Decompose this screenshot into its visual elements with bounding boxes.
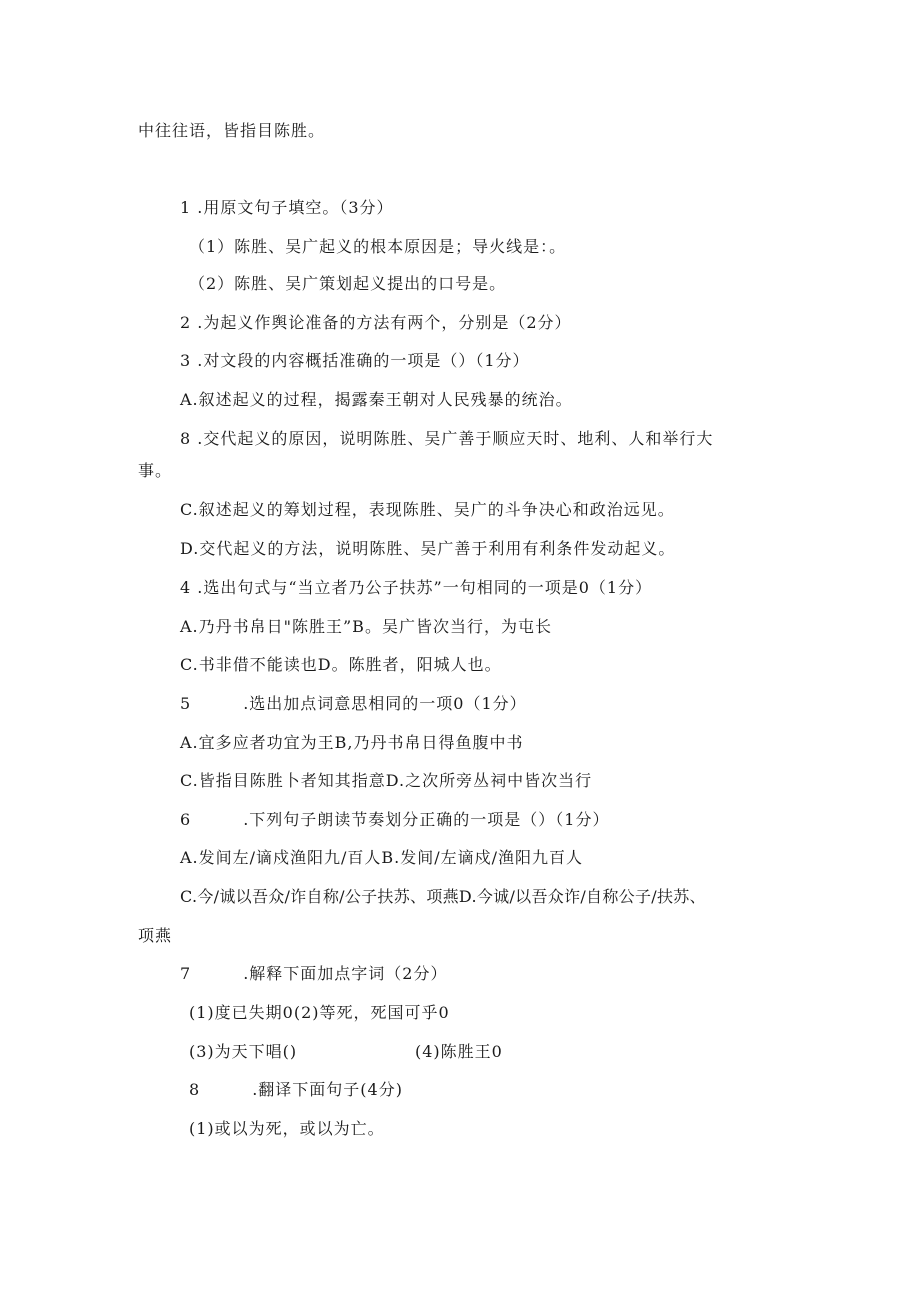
question-7-number: 7	[180, 964, 192, 983]
question-6-options-ab: A.发间左/谪戍渔阳九/百人B.发间/左谪戍/渔阳九百人	[180, 848, 584, 867]
question-2-number: 2	[180, 313, 192, 332]
question-5-text: .选出加点词意思相同的一项0（1分）	[243, 694, 527, 713]
question-5-options-ab: A.宜多应者功宜为王B,乃丹书帛日得鱼腹中书	[180, 733, 524, 752]
question-6-text: .下列句子朗读节奏划分正确的一项是（）（1分）	[243, 810, 610, 829]
question-6-options-cd: C.今/诚以吾众/诈自称/公子扶苏、项燕D.今诚/以吾众诈/自称公子/扶苏、	[180, 887, 706, 906]
intro-line: 中往往语，皆指目陈胜。	[138, 121, 326, 140]
question-7-text: .解释下面加点字词（2分）	[243, 964, 448, 983]
question-5	[180, 692, 527, 716]
question-3-option-b-continuation: 事。	[138, 461, 173, 480]
question-4	[180, 576, 652, 600]
question-8-sub-1: (1)或以为死，或以为亡。	[189, 1119, 385, 1138]
question-6	[180, 808, 609, 832]
question-3-option-b	[180, 427, 713, 451]
question-3	[180, 349, 530, 373]
question-6-options-cd-continuation: 项燕	[138, 926, 173, 945]
question-5-number: 5	[180, 694, 192, 713]
question-3-text: .对文段的内容概括准确的一项是（）（1分）	[197, 351, 530, 370]
question-1	[180, 196, 394, 220]
question-7-row-1: (1)度已失期0(2)等死，死国可乎0	[189, 1003, 450, 1022]
question-1-number: 1	[180, 198, 192, 217]
question-5-options-cd: C.皆指目陈胜卜者知其指意D.之次所旁丛祠中皆次当行	[180, 771, 593, 790]
question-6-number: 6	[180, 810, 192, 829]
question-4-options-cd: C.书非借不能读也D。陈胜者，阳城人也。	[180, 655, 502, 674]
question-4-options-ab: A.乃丹书帛日"陈胜王”B。吴广皆次当行，为屯长	[180, 617, 552, 636]
question-7	[180, 962, 447, 986]
question-3-option-b-number: 8	[180, 429, 192, 448]
question-7-row-2-left: (3)为天下唱()	[189, 1042, 298, 1061]
question-2	[180, 311, 572, 335]
question-3-option-b-text: .交代起义的原因，说明陈胜、吴广善于顺应天时、地利、人和举行大	[197, 429, 714, 448]
question-4-number: 4	[180, 578, 192, 597]
question-8-number: 8	[189, 1080, 201, 1099]
question-1-sub-1: （1）陈胜、吴广起义的根本原因是；导火线是：。	[189, 237, 567, 256]
question-2-text: .为起义作舆论准备的方法有两个，分别是（2分）	[197, 313, 572, 332]
question-7-row-2-right: (4)陈胜王0	[415, 1042, 503, 1061]
question-3-number: 3	[180, 351, 192, 370]
question-1-sub-2: （2）陈胜、吴广策划起义提出的口号是。	[189, 274, 507, 293]
question-3-option-d: D.交代起义的方法，说明陈胜、吴广善于利用有利条件发动起义。	[180, 539, 676, 558]
question-3-option-c: C.叙述起义的筹划过程，表现陈胜、吴广的斗争决心和政治远见。	[180, 500, 675, 519]
question-4-text: .选出句式与“当立者乃公子扶苏”一句相同的一项是0（1分）	[197, 578, 653, 597]
question-3-option-a: A.叙述起义的过程，揭露秦王朝对人民残暴的统治。	[180, 390, 573, 409]
question-8	[189, 1078, 403, 1102]
question-1-text: .用原文句子填空。（3分）	[197, 198, 394, 217]
question-8-text: .翻译下面句子(4分)	[252, 1080, 403, 1099]
